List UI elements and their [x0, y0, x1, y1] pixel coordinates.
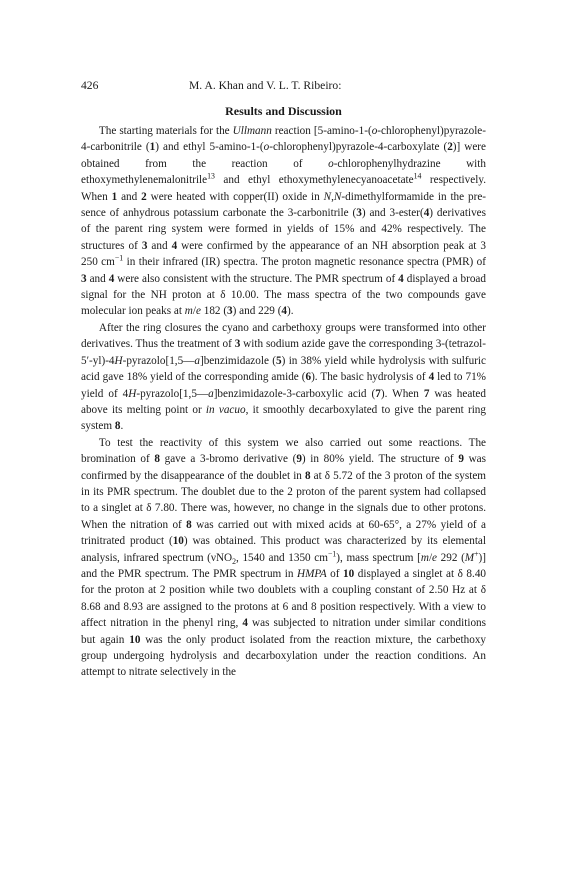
journal-page	[81, 78, 486, 681]
body-text	[81, 123, 486, 681]
running-head	[81, 78, 486, 94]
paragraph: The starting materials for the Ullmann reaction [5-amino-1-(o-chlorophenyl)pyrazole-4-carbonitrile (1) and ethyl 5-amino-1-(o-chlorophenyl)pyrazole-4-carboxylate (2)] were obtained from the reaction of o-chlorophenylhydrazine with ethoxymethylenemalonitrile$^{13}$ and ethyl ethoxymethylenecyanoacetate$^{14}$ respectively. When 1 and 2 were heated with copper(II) oxide in N,N-dimethylformamide in the presence of anhydrous potassium carbonate the 3-carbonitrile (3) and 3-ester(4) derivatives of the parent ring system were formed in yields of 15% and 42% respectively. The structures of 3 and 4 were confirmed by the appearance of an NH absorption peak at 3 250 $cm^{-1}$ in their infrared (IR) spectra. The proton magnetic resonance spectra (PMR) of 3 and 4 were also consistent with the structure. The PMR spectrum of 4 displayed a broad signal for the NH proton at δ 10.00. The mass spectra of the two compounds gave molecular ion peaks at m/e 182 (3) and 229 (4).	[81, 125, 487, 318]
section-heading: Results and Discussion	[225, 104, 342, 118]
page-number: 426	[81, 79, 99, 92]
running-title: M. A. Khan and V. L. T. Ribeiro:	[189, 79, 342, 92]
paragraph: To test the reactivity of this system we also carried out some reactions. The bromination of 8 gave a 3-bromo derivative (9) in 80% yield. The structure of 9 was confirmed by the disappearance of the doublet in 8 at δ 5.72 of the 3 proton of the system in its PMR spectrum. The doublet due to the 2 proton of the parent system had collapsed to a singlet at δ 7.80. There was, however, no change in the signals due to other protons. When the nitration of 8 was carried out with mixed acids at 60-65°, a 27% yield of a trinitrated product (10) was obtained. This product was characterized by its elemental analysis, infrared spectrum (νNO$_2$, 1540 and 1350 $cm^{-1}$), mass spectrum [m/e 292 (M+)] and the PMR spectrum. The PMR spectrum in HMPA of 10 displayed a singlet at δ 8.40 for the proton at 2 position while two doublets with a coupling constant of 2.50 Hz at δ 8.68 and 8.93 are assigned to the protons at 6 and 8 position respectively. With a view to affect nitration in the phenyl ring, 4 was subjected to nitration under similar conditions but again 10 was the only product isolated from the reaction mixture, the carbethoxy group undergoing hydrolysis and decarboxylation under the reaction conditions. An attempt to nitrate selectively in the	[81, 436, 487, 679]
paragraph: After the ring closures the cyano and carbethoxy groups were transformed into other derivatives. Thus the treatment of 3 with sodium azide gave the corresponding 3-(tetrazol-5′-yl)-4H-pyrazolo[1,5—a]benzimidazole (5) in 38% yield while hydrolysis with sulfuric acid gave 18% yield of the corresponding amide (6). The basic hydrolysis of 4 led to 71% yield of 4H-pyrazolo[1,5—a]benzimidazole-3-carboxylic acid (7). When 7 was heated above its melting point or in vacuo, it smoothly decarboxylated to give the parent ring system 8.	[81, 321, 487, 433]
